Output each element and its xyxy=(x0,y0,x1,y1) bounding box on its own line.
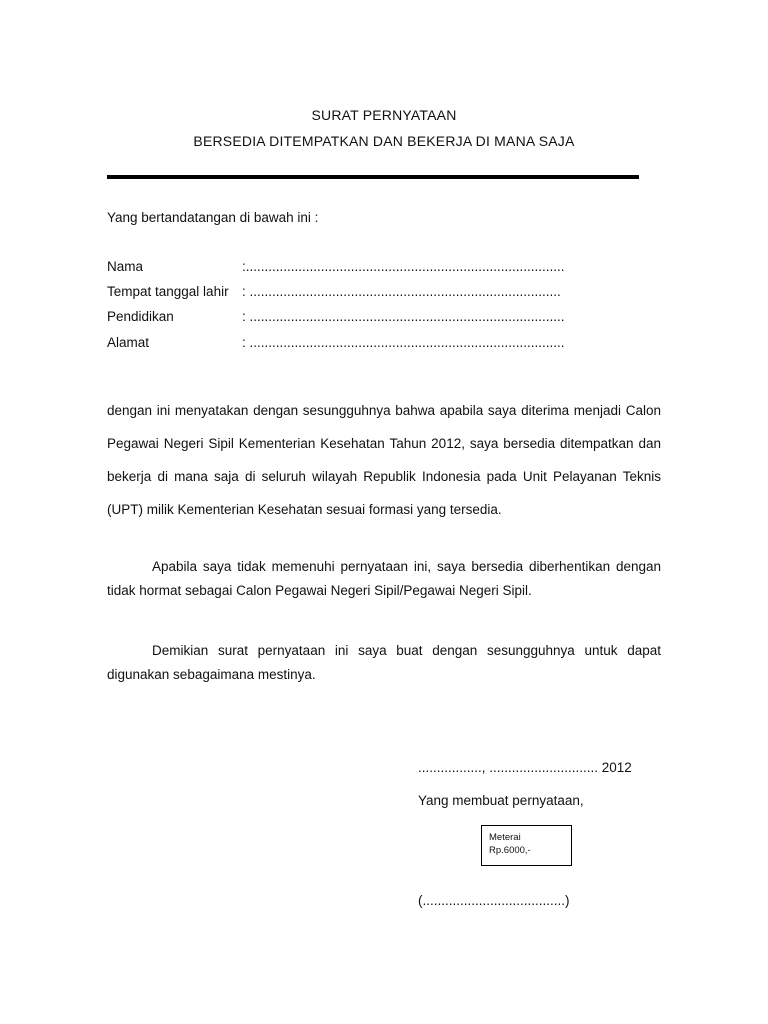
paragraph-line: bekerja di mana saja di seluruh wilayah Republik Indonesia pada Unit Pelayanan Teknis xyxy=(107,469,661,484)
field-label: Nama xyxy=(107,259,144,274)
field-value: :..................................................................................... xyxy=(242,259,565,274)
intro-text: Yang bertandatangan di bawah ini : xyxy=(107,210,319,225)
field-label: Pendidikan xyxy=(107,309,174,324)
field-value: : .................................................................................... xyxy=(242,309,565,324)
statement-paragraph xyxy=(107,403,661,535)
field-label: Tempat tanggal lahir xyxy=(107,284,229,299)
signature-maker-label: Yang membuat pernyataan, xyxy=(418,793,584,808)
paragraph-line: Demikian surat pernyataan ini saya buat dengan sesungguhnya untuk dapat xyxy=(152,643,661,658)
stamp-label: Meterai xyxy=(489,832,521,843)
document-subtitle: BERSEDIA DITEMPATKAN DAN BEKERJA DI MANA SAJA xyxy=(193,133,575,149)
paragraph-line: dengan ini menyatakan dengan sesungguhnya bahwa apabila saya diterima menjadi Calon xyxy=(107,403,661,418)
field-value: : ................................................................................... xyxy=(242,284,561,299)
stamp-duty-box xyxy=(481,825,572,866)
dismissal-paragraph xyxy=(107,559,661,607)
field-row-pendidikan xyxy=(107,309,627,329)
field-label: Alamat xyxy=(107,335,150,350)
stamp-amount: Rp.6000,- xyxy=(489,845,531,856)
field-row-alamat xyxy=(107,335,627,355)
title-divider xyxy=(107,175,639,179)
signature-name-placeholder: (......................................) xyxy=(418,893,570,908)
document-title: SURAT PERNYATAAN xyxy=(311,107,457,123)
paragraph-line: Pegawai Negeri Sipil Kementerian Kesehatan Tahun 2012, saya bersedia ditempatkan dan xyxy=(107,436,661,451)
field-row-nama xyxy=(107,259,627,279)
paragraph-line: (UPT) milik Kementerian Kesehatan sesuai formasi yang tersedia. xyxy=(107,502,502,517)
paragraph-line: tidak hormat sebagai Calon Pegawai Negeri Sipil/Pegawai Negeri Sipil. xyxy=(107,583,532,598)
field-row-tempat-tanggal-lahir xyxy=(107,284,627,304)
paragraph-line: digunakan sebagaimana mestinya. xyxy=(107,667,316,682)
paragraph-line: Apabila saya tidak memenuhi pernyataan ini, saya bersedia diberhentikan dengan xyxy=(152,559,661,574)
closing-paragraph xyxy=(107,643,661,691)
field-value: : .................................................................................... xyxy=(242,335,565,350)
signature-place-date: ................., ............................. 2012 xyxy=(418,760,632,775)
